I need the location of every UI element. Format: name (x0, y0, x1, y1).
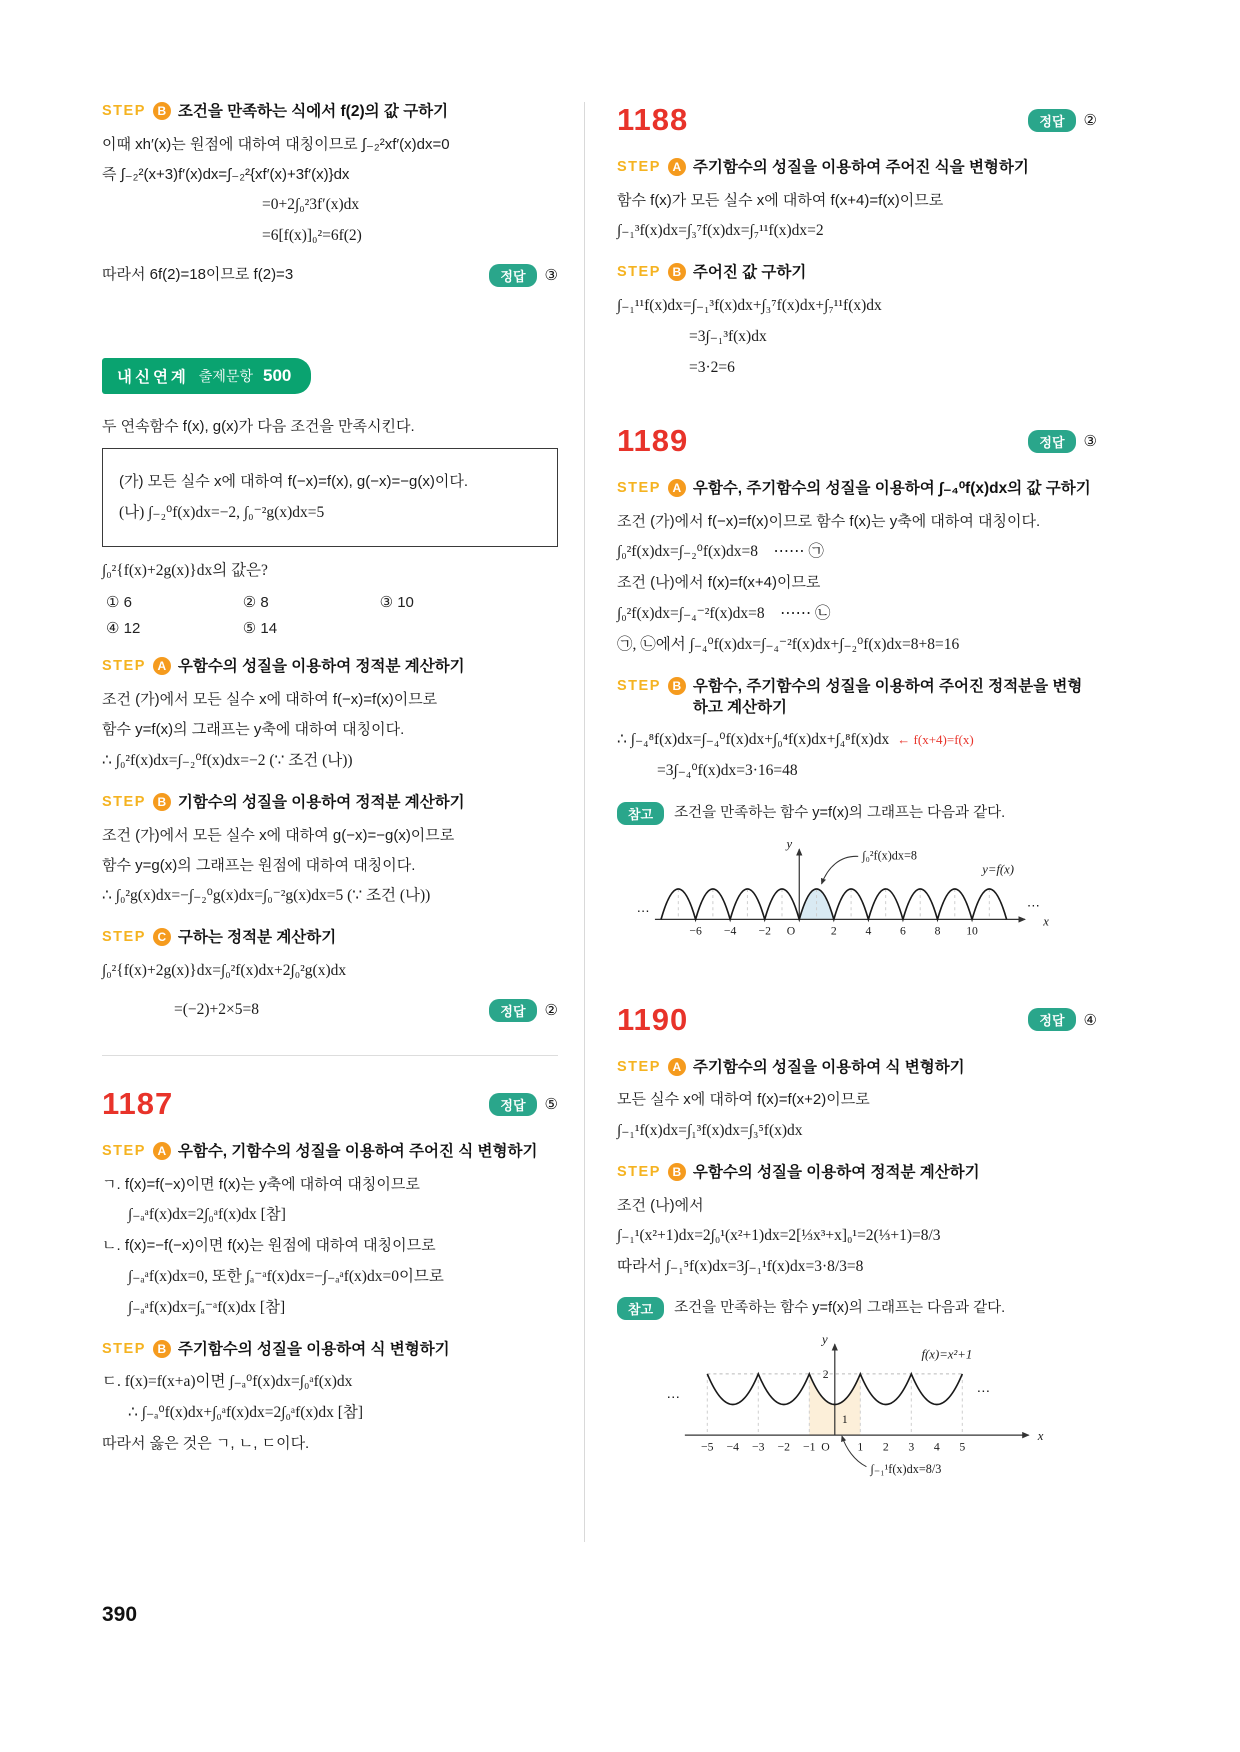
step-letter-badge: B (668, 1163, 686, 1181)
condition-b: (나) ∫₋₂⁰f(x)dx=−2, ∫₀⁻²g(x)dx=5 (119, 504, 325, 522)
x-tick: 10 (966, 924, 978, 938)
step-heading (617, 677, 1097, 719)
solution-line: ∫₀²f(x)dx=∫₋₄⁻²f(x)dx=8 ⋯⋯ ㉡ (617, 604, 831, 622)
solution-line: ∫₀²{f(x)+2g(x)}dx=∫₀²f(x)dx+2∫₀²g(x)dx (102, 962, 347, 980)
solution-line: ∫₋ₐᵃf(x)dx=0, 또한 ∫ₐ⁻ᵃf(x)dx=−∫₋ₐᵃf(x)dx=0이므로 (128, 1267, 444, 1285)
answer-badge (1028, 109, 1097, 132)
step-letter-badge: B (153, 1340, 171, 1358)
graph-1190 (625, 1328, 1097, 1486)
x-tick: O (786, 924, 796, 938)
step-heading (102, 1340, 558, 1361)
problem-1189 (617, 423, 1097, 961)
answer-badge (1028, 1008, 1097, 1031)
left-column (102, 102, 584, 1542)
linked-problem (102, 358, 558, 1029)
step-title: 구하는 정적분 계산하기 (177, 929, 337, 947)
solution-line: =3∫₋₄⁰f(x)dx=3·16=48 (657, 762, 798, 780)
answer-pill: 정답 (489, 1093, 536, 1116)
step-title: 주기함수의 성질을 이용하여 주어진 식을 변형하기 (692, 159, 1029, 176)
answer-pill: 정답 (1028, 1008, 1075, 1031)
solution-line: 함수 y=f(x)의 그래프는 y축에 대하여 대칭이다. (102, 721, 405, 739)
x-tick: −5 (701, 1440, 714, 1454)
solution-line: ㄷ. f(x)=f(x+a)이면 ∫₋ₐ⁰f(x)dx=∫₀ᵃf(x)dx (102, 1373, 353, 1391)
solution-line: ∴ ∫₀²g(x)dx=−∫₋₂⁰g(x)dx=∫₀⁻²g(x)dx=5 (∵ 조건 (나)) (102, 887, 431, 905)
solution-line: 함수 y=g(x)의 그래프는 원점에 대하여 대칭이다. (102, 856, 416, 874)
answer-number: ③ (544, 267, 558, 285)
note-pill: 참고 (617, 802, 664, 825)
step-letter-badge: A (668, 158, 686, 176)
solution-line: ∫₋₁³f(x)dx=∫₃⁷f(x)dx=∫₇¹¹f(x)dx=2 (617, 222, 824, 240)
step-letter-badge: B (153, 793, 171, 811)
condition-box (102, 448, 558, 547)
solution-line: 따라서 ∫₋₁⁵f(x)dx=3∫₋₁¹f(x)dx=3·8/3=8 (617, 1257, 864, 1275)
reference-note (617, 802, 1097, 825)
answer-pill: 정답 (1028, 430, 1075, 453)
problem-intro: 두 연속함수 f(x), g(x)가 다음 조건을 만족시킨다. (102, 417, 415, 435)
step-heading (617, 263, 1097, 284)
solution-line: 이때 xh′(x)는 원점에 대하여 대칭이므로 ∫₋₂²xf′(x)dx=0 (102, 135, 450, 153)
area-annotation: ∫₋₁¹f(x)dx=8/3 (870, 1461, 942, 1476)
problem-number: 1187 (102, 1086, 174, 1122)
step-word: STEP (617, 159, 661, 175)
step-title: 주기함수의 성질을 이용하여 식 변형하기 (692, 1058, 965, 1076)
banner-number: 500 (263, 365, 292, 385)
answer-badge (489, 999, 558, 1022)
solution-line: =3·2=6 (689, 359, 735, 377)
banner-subtitle: 출제문항 (198, 367, 254, 384)
graph-1189 (625, 833, 1097, 962)
function-label: f(x)=x²+1 (921, 1347, 973, 1362)
choice-5: ⑤ 14 (242, 620, 278, 638)
solution-line: ㉠, ㉡에서 ∫₋₄⁰f(x)dx=∫₋₄⁻²f(x)dx+∫₋₂⁰f(x)dx=8+8=16 (617, 635, 960, 653)
y-tick: 2 (822, 1367, 829, 1381)
section-divider (102, 1055, 558, 1056)
page-number: 390 (102, 1603, 138, 1626)
condition-a: (가) 모든 실수 x에 대하여 f(−x)=f(x), g(−x)=−g(x)이다. (119, 472, 469, 490)
solution-line: ∫₋ₐᵃf(x)dx=2∫₀ᵃf(x)dx [참] (128, 1206, 286, 1224)
step-letter-badge: B (668, 677, 686, 695)
x-tick: 6 (900, 924, 906, 938)
solution-line: 함수 f(x)가 모든 실수 x에 대하여 f(x+4)=f(x)이므로 (617, 191, 944, 209)
answer-badge (489, 1093, 558, 1116)
step-letter-badge: A (668, 1058, 686, 1076)
solution-line: =6[f(x)]₀²=6f(2) (262, 227, 362, 245)
step-title: 조건을 만족하는 식에서 f(2)의 값 구하기 (177, 103, 449, 120)
solution-line: 조건 (가)에서 f(−x)=f(x)이므로 함수 f(x)는 y축에 대하여 대칭이다. (617, 513, 1041, 531)
area-annotation: ∫₀²f(x)dx=8 (862, 847, 917, 862)
banner-name: 내신연계 (117, 368, 189, 386)
x-tick: −2 (777, 1440, 791, 1454)
note-text: 조건을 만족하는 함수 y=f(x)의 그래프는 다음과 같다. (674, 804, 1006, 821)
solution-line: =0+2∫₀²3f′(x)dx (262, 196, 360, 214)
x-tick: 2 (830, 924, 837, 938)
x-tick: −4 (726, 1440, 740, 1454)
solution-line: ∴ ∫₋ₐ⁰f(x)dx+∫₀ᵃf(x)dx=2∫₀ᵃf(x)dx [참] (128, 1404, 364, 1422)
answer-pill: 정답 (489, 999, 536, 1022)
x-axis-label: x (1043, 913, 1049, 928)
solution-line: 조건 (가)에서 모든 실수 x에 대하여 f(−x)=f(x)이므로 (102, 691, 438, 709)
ellipsis-left: ⋯ (636, 902, 650, 918)
step-title: 우함수, 기함수의 성질을 이용하여 주어진 식 변형하기 (177, 1143, 538, 1161)
step-word: STEP (617, 677, 661, 694)
x-tick: 3 (908, 1440, 915, 1454)
step-word: STEP (617, 1058, 661, 1075)
step-letter-badge: B (153, 102, 171, 120)
step-title: 우함수, 주기함수의 성질을 이용하여 주어진 정적분을 변형하고 계산하기 (692, 677, 1083, 716)
problem-number: 1190 (617, 1001, 689, 1037)
step-letter-badge: B (668, 263, 686, 281)
step-word: STEP (102, 103, 146, 119)
step-letter-badge: C (153, 928, 171, 946)
solution-line: 모든 실수 x에 대하여 f(x)=f(x+2)이므로 (617, 1091, 870, 1109)
answer-badge (1028, 430, 1097, 453)
answer-choices (106, 593, 516, 637)
curve-label: y=f(x) (982, 862, 1015, 877)
solution-line: 즉 ∫₋₂²(x+3)f′(x)dx=∫₋₂²{xf′(x)+3f′(x)}dx (102, 166, 350, 184)
choice-2: ② 8 (242, 594, 269, 612)
y-axis-label: y (786, 836, 793, 851)
step-title: 우함수의 성질을 이용하여 정적분 계산하기 (692, 1163, 980, 1181)
solution-line: ∫₋₁¹(x²+1)dx=2∫₀¹(x²+1)dx=2[⅓x³+x]₀¹=2(⅓+1)=8/3 (617, 1226, 941, 1244)
step-letter-badge: A (153, 1142, 171, 1160)
problem-1190 (617, 1002, 1097, 1486)
solution-line: ∴ ∫₀²f(x)dx=∫₋₂⁰f(x)dx=−2 (∵ 조건 (나)) (102, 751, 353, 769)
inline-hint: ← f(x+4)=f(x) (897, 732, 974, 748)
ellipsis-right: ⋯ (976, 1383, 990, 1399)
ellipsis-left: ⋯ (666, 1389, 680, 1405)
answer-number: ③ (1083, 433, 1097, 451)
x-tick: O (821, 1440, 830, 1454)
x-tick: 8 (934, 924, 941, 938)
x-tick: 1 (857, 1440, 864, 1454)
answer-pill: 정답 (1028, 109, 1075, 132)
x-tick: −2 (758, 924, 771, 938)
answer-number: ④ (1083, 1011, 1097, 1029)
step-heading (617, 158, 1097, 179)
step-title: 주기함수의 성질을 이용하여 식 변형하기 (177, 1340, 450, 1358)
choice-1: ① 6 (106, 594, 132, 612)
solution-line: ㄱ. f(x)=f(−x)이면 f(x)는 y축에 대하여 대칭이므로 (102, 1175, 420, 1193)
step-heading (102, 657, 558, 678)
problem-1188 (617, 102, 1097, 380)
x-tick: 4 (865, 924, 872, 938)
solution-line: =(−2)+2×5=8 (174, 1001, 260, 1019)
question-line: ∫₀²{f(x)+2g(x)}dx의 값은? (102, 562, 268, 580)
choice-4: ④ 12 (106, 620, 141, 638)
problem-number: 1188 (617, 102, 689, 137)
note-text: 조건을 만족하는 함수 y=f(x)의 그래프는 다음과 같다. (674, 1299, 1006, 1316)
solution-line: ∫₋ₐᵃf(x)dx=∫ₐ⁻ᵃf(x)dx [참] (128, 1298, 286, 1316)
solution-line: ∫₋₁¹¹f(x)dx=∫₋₁³f(x)dx+∫₃⁷f(x)dx+∫₇¹¹f(x)dx (617, 297, 882, 315)
x-tick: −1 (803, 1440, 816, 1454)
step-letter-badge: A (153, 657, 171, 675)
x-tick: −4 (723, 924, 737, 938)
solution-line: 따라서 6f(2)=18이므로 f(2)=3 (102, 266, 294, 284)
solution-line: ∫₋₁¹f(x)dx=∫₁³f(x)dx=∫₃⁵f(x)dx (617, 1121, 803, 1139)
answer-badge (489, 264, 558, 287)
step-word: STEP (617, 1163, 661, 1180)
step-heading (102, 793, 558, 814)
step-heading (617, 479, 1097, 500)
solution-line: 조건 (나)에서 (617, 1196, 704, 1214)
x-axis-label: x (1037, 1429, 1044, 1444)
right-column (585, 102, 1097, 1542)
step-word: STEP (617, 264, 661, 281)
step-word: STEP (102, 1143, 146, 1160)
x-tick: 5 (959, 1440, 966, 1454)
answer-pill: 정답 (489, 264, 536, 287)
step-heading (102, 928, 558, 949)
ellipsis-right: ⋯ (1026, 897, 1041, 913)
solution-line: =3∫₋₁³f(x)dx (689, 328, 767, 346)
continued-solution (102, 102, 558, 294)
y-axis-label: y (821, 1332, 828, 1347)
problem-number: 1189 (617, 423, 689, 459)
step-heading (617, 1163, 1097, 1184)
annotation-arrow (822, 856, 859, 884)
step-title: 우함수의 성질을 이용하여 정적분 계산하기 (177, 658, 465, 676)
answer-number: ② (1083, 112, 1097, 129)
step-word: STEP (617, 480, 661, 497)
answer-number: ⑤ (544, 1096, 558, 1114)
choice-3: ③ 10 (379, 594, 414, 612)
x-tick: −6 (689, 924, 702, 938)
x-tick: 2 (882, 1440, 889, 1454)
linked-problem-banner (102, 358, 311, 394)
solution-line: 따라서 옳은 것은 ㄱ, ㄴ, ㄷ이다. (102, 1435, 310, 1453)
solution-line: ∫₀²f(x)dx=∫₋₂⁰f(x)dx=8 ⋯⋯ ㉠ (617, 543, 824, 561)
step-heading (102, 1142, 558, 1163)
step-letter-badge: A (668, 479, 686, 497)
x-tick: 4 (933, 1440, 940, 1454)
solution-line: 조건 (가)에서 모든 실수 x에 대하여 g(−x)=−g(x)이므로 (102, 826, 455, 844)
step-title: 주어진 값 구하기 (692, 264, 807, 282)
y-tick: 1 (841, 1412, 848, 1426)
step-word: STEP (102, 793, 146, 810)
problem-1187 (102, 1086, 558, 1456)
x-tick: −3 (752, 1440, 765, 1454)
step-word: STEP (102, 1340, 146, 1357)
step-word: STEP (102, 929, 146, 946)
note-pill: 참고 (617, 1297, 664, 1320)
step-word: STEP (102, 658, 146, 675)
reference-note (617, 1297, 1097, 1320)
answer-number: ② (544, 1002, 558, 1020)
step-heading (102, 102, 558, 123)
step-title: 우함수, 주기함수의 성질을 이용하여 ∫₋₄⁰f(x)dx의 값 구하기 (692, 480, 1091, 498)
solution-line: ∴ ∫₋₄⁸f(x)dx=∫₋₄⁰f(x)dx+∫₀⁴f(x)dx+∫₄⁸f(x)dx (617, 731, 890, 749)
step-title: 기함수의 성질을 이용하여 정적분 계산하기 (177, 793, 465, 811)
solution-line: ㄴ. f(x)=−f(−x)이면 f(x)는 원점에 대하여 대칭이므로 (102, 1237, 436, 1255)
step-heading (617, 1058, 1097, 1079)
solution-line: 조건 (나)에서 f(x)=f(x+4)이므로 (617, 574, 821, 592)
